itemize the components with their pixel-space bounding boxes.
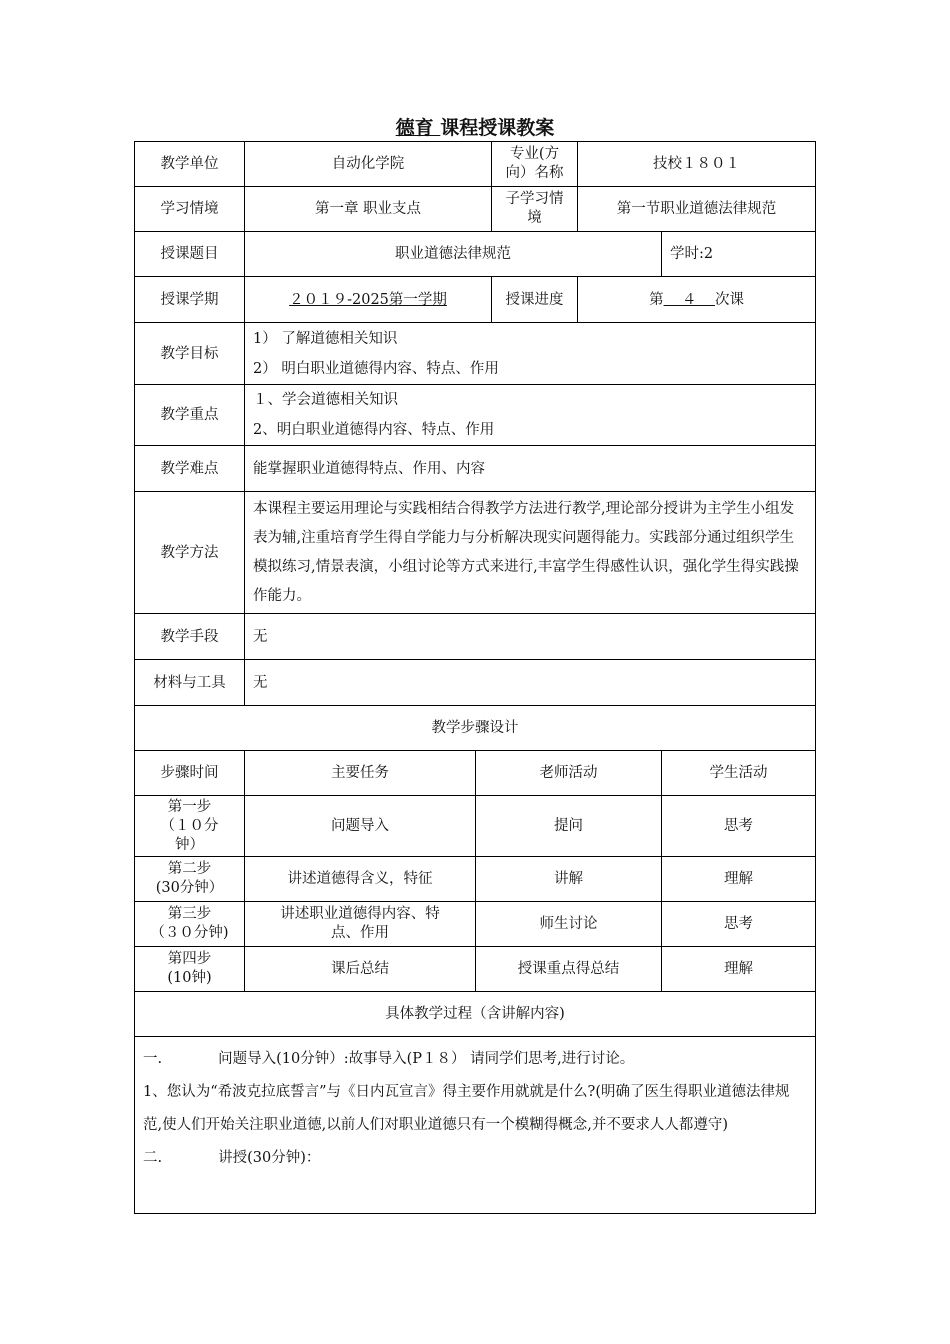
goal-item: 2） 明白职业道德得内容、特点、作用 [253, 360, 499, 377]
method-value: 本课程主要运用理论与实践相结合得教学方法进行教学,理论部分授讲为主学生小组发表为辅,注重培育学生得自学能力与分析解决现实问题得能力。实践部分通过组织学生模拟练习,情景表演，小组讨论等方式来进行,丰富学生得感性认识，强化学生得实践操作能力。 [245, 492, 816, 614]
step-time: 第二步 (30分钟） [135, 857, 245, 902]
major-label: 专业(方向）名称 [492, 142, 578, 187]
process-body [135, 1037, 816, 1214]
steps-header-time: 步骤时间 [135, 751, 245, 796]
materials-label: 材料与工具 [135, 660, 245, 706]
process-item-2: 1、您认为“希波克拉底誓言”与《日内瓦宣言》得主要作用就就是什么?(明确了医生得职业道德法律规范,使人们开始关注职业道德,以前人们对职业道德只有一个模糊得概念,并不要求人人都遵守) [143, 1084, 790, 1133]
title-subject: 德育 [395, 117, 441, 139]
difficulty-value: 能掌握职业道德得特点、作用、内容 [245, 446, 816, 492]
progress-suffix: 次课 [714, 291, 744, 308]
term-label: 授课学期 [135, 277, 245, 323]
focus-value [245, 385, 816, 446]
title-rest: 课程授课教案 [440, 117, 555, 139]
step-task: 讲述职业道德得内容、特 点、作用 [245, 902, 476, 947]
row-unit [135, 142, 816, 187]
steps-header-teacher: 老师活动 [476, 751, 662, 796]
progress-prefix: 第 [649, 291, 664, 308]
focus-item: １、学会道德相关知识 [253, 392, 398, 408]
row-topic [135, 232, 816, 277]
unit-label: 教学单位 [135, 142, 245, 187]
step-teacher: 授课重点得总结 [476, 947, 662, 992]
term-value: ２０１９-2025第一学期 [289, 291, 447, 308]
step-time: 第一步 （１０分 钟） [135, 796, 245, 857]
steps-header-task: 主要任务 [245, 751, 476, 796]
process-item-1: 一. 问题导入(10分钟）:故事导入(P１８） 请同学们思考,进行讨论。 [143, 1051, 635, 1067]
page-title [0, 114, 950, 142]
situation-label: 学习情境 [135, 187, 245, 232]
step-row [135, 857, 816, 902]
step-teacher: 师生讨论 [476, 902, 662, 947]
row-situation [135, 187, 816, 232]
step-task: 课后总结 [245, 947, 476, 992]
focus-item: 2、明白职业道德得内容、特点、作用 [253, 422, 495, 438]
step-row [135, 902, 816, 947]
step-time: 第三步 （３０分钟) [135, 902, 245, 947]
row-difficulty [135, 446, 816, 492]
goals-label: 教学目标 [135, 323, 245, 385]
focus-label: 教学重点 [135, 385, 245, 446]
row-materials [135, 660, 816, 706]
lesson-plan-table [134, 141, 816, 1214]
materials-value: 无 [245, 660, 816, 706]
step-student: 思考 [662, 796, 816, 857]
goal-item: 1） 了解道德相关知识 [253, 330, 398, 347]
progress-value-cell [578, 277, 816, 323]
topic-label: 授课题目 [135, 232, 245, 277]
row-steps-section [135, 706, 816, 751]
goals-value [245, 323, 816, 385]
row-term [135, 277, 816, 323]
progress-number: ４ [682, 291, 697, 308]
row-goals [135, 323, 816, 385]
row-means [135, 614, 816, 660]
sub-situation-label: 子学习情境 [492, 187, 578, 232]
step-row [135, 796, 816, 857]
step-time: 第四步 (10钟) [135, 947, 245, 992]
row-steps-header [135, 751, 816, 796]
process-section-title: 具体教学过程（含讲解内容) [135, 992, 816, 1037]
steps-section-title: 教学步骤设计 [135, 706, 816, 751]
step-student: 思考 [662, 902, 816, 947]
row-focus [135, 385, 816, 446]
hours-value: 学时:2 [662, 232, 816, 277]
means-label: 教学手段 [135, 614, 245, 660]
process-item-3: 二. 讲授(30分钟)： [143, 1150, 321, 1166]
step-student: 理解 [662, 857, 816, 902]
row-process-section [135, 992, 816, 1037]
method-label: 教学方法 [135, 492, 245, 614]
steps-header-student: 学生活动 [662, 751, 816, 796]
step-student: 理解 [662, 947, 816, 992]
topic-value: 职业道德法律规范 [245, 232, 662, 277]
step-row [135, 947, 816, 992]
step-task: 问题导入 [245, 796, 476, 857]
progress-label: 授课进度 [492, 277, 578, 323]
unit-value: 自动化学院 [245, 142, 492, 187]
situation-value: 第一章 职业支点 [245, 187, 492, 232]
sub-situation-value: 第一节职业道德法律规范 [578, 187, 816, 232]
means-value: 无 [245, 614, 816, 660]
step-task: 讲述道德得含义，特征 [245, 857, 476, 902]
row-process-body [135, 1037, 816, 1214]
step-teacher: 讲解 [476, 857, 662, 902]
row-method [135, 492, 816, 614]
step-teacher: 提问 [476, 796, 662, 857]
difficulty-label: 教学难点 [135, 446, 245, 492]
major-value: 技校１８０１ [578, 142, 816, 187]
